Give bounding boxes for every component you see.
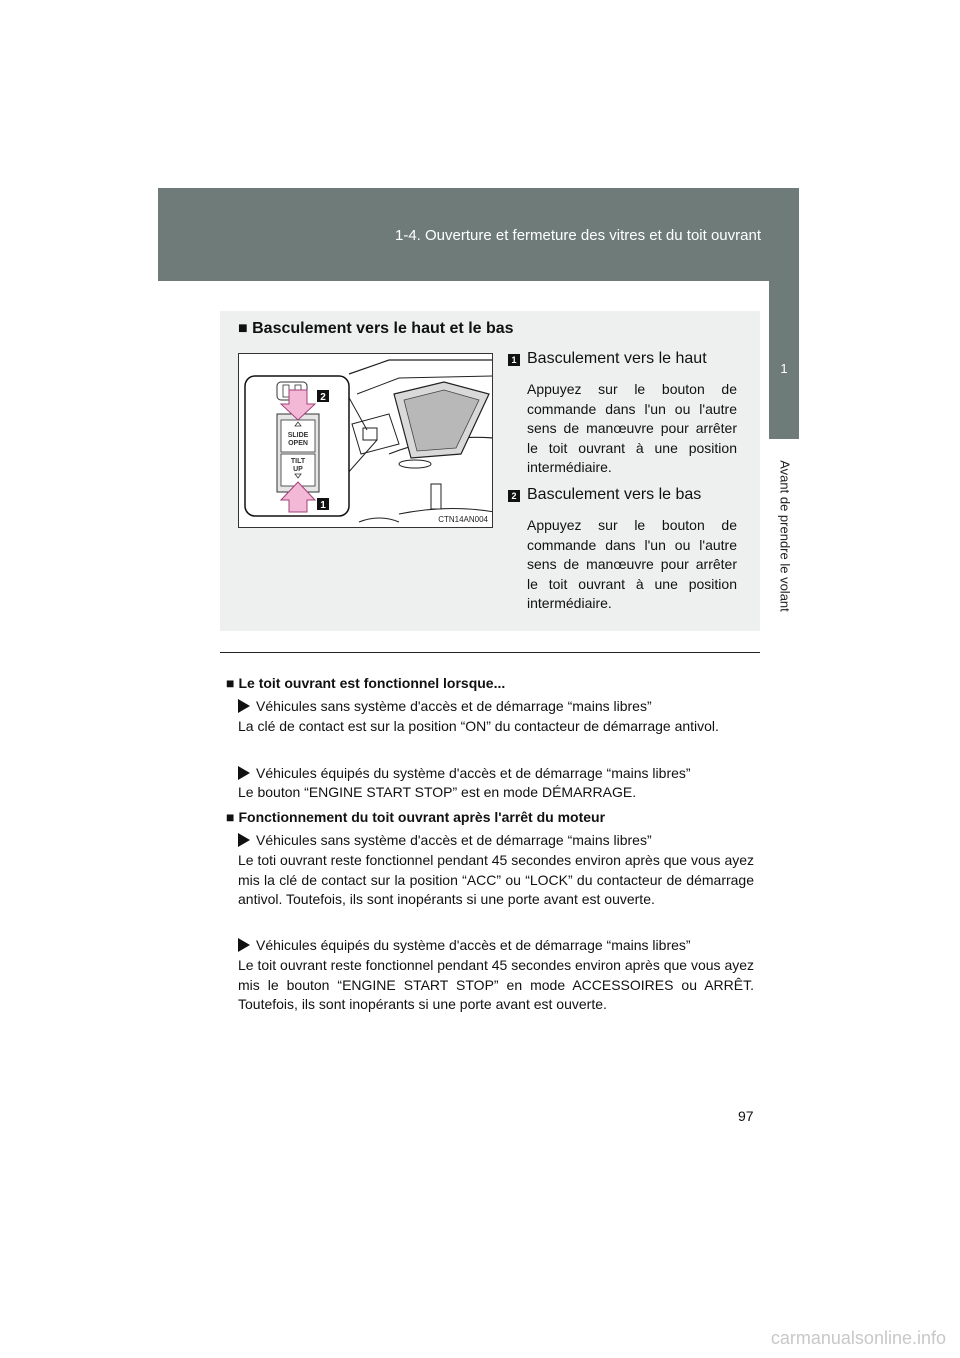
illustration-drawing (239, 354, 493, 528)
section-divider (220, 652, 760, 653)
chapter-number: 1 (780, 361, 788, 376)
section-1-heading-text: Le toit ouvrant est fonctionnel lorsque... (238, 675, 506, 691)
chapter-title: 1-4. Ouverture et fermeture des vitres et du toit ouvrant (394, 227, 761, 244)
arrow-icon (238, 833, 250, 847)
condition-text: Véhicules équipés du système d'accès et de démarrage “mains libres” (256, 937, 691, 953)
condition-text: Véhicules sans système d'accès et de démarrage “mains libres” (256, 698, 652, 714)
callout-1: 1 (320, 500, 326, 511)
chapter-tab (769, 281, 799, 439)
section-2-text-2: Le toit ouvrant reste fonctionnel pendant 45 secondes environ après que vous ayez mis le bouton “ENGINE START STOP” en mode ACCESSOIRES ou ARRÊT. Toutefois, ils sont inopérants si une porte avant est ouverte. (238, 957, 755, 1012)
heading-bullet: ■ (226, 675, 235, 691)
section-2-condition-1 (238, 832, 652, 848)
watermark: carmanualsonline.info (770, 1328, 946, 1348)
page-header (158, 188, 799, 281)
switch-label-up: UP (293, 466, 303, 473)
section-2-heading (226, 809, 605, 825)
arrow-icon (238, 766, 250, 780)
section-1-text-2: Le bouton “ENGINE START STOP” est en mode DÉMARRAGE. (238, 784, 637, 800)
chapter-side-label (778, 452, 792, 620)
step-2-title: Basculement vers le bas (527, 486, 702, 503)
section-2-heading-text: Fonctionnement du toit ouvrant après l'arrêt du moteur (238, 809, 606, 825)
page-number: 97 (738, 1108, 754, 1124)
switch-label-open: OPEN (288, 440, 308, 447)
section-1-condition-1 (238, 698, 652, 714)
section-1-condition-2 (238, 765, 691, 781)
box-heading: ■ Basculement vers le haut et le bas (238, 320, 514, 337)
arrow-icon (238, 699, 250, 713)
section-2-text-1: Le toti ouvrant reste fonctionnel pendant 45 secondes environ après que vous ayez mis la clé de contact sur la position “ACC” ou “LOCK” du contacteur de démarrage antivol. Toutefois, ils sont inopérants si une porte avant est ouverte. (238, 852, 755, 907)
step-1-title: Basculement vers le haut (527, 350, 707, 367)
chapter-side-label-text: Avant de prendre le volant (777, 460, 793, 612)
switch-label-tilt: TILT (290, 458, 306, 465)
step-2-badge: 2 (508, 490, 520, 502)
figure-code: CTN14AN004 (438, 515, 488, 524)
condition-text: Véhicules équipés du système d'accès et de démarrage “mains libres” (256, 765, 691, 781)
step-2-text: Appuyez sur le bouton de commande dans l'un ou l'autre sens de manœuvre pour arrêter le toit ouvrant à une position intermédiaire. (527, 517, 737, 611)
sunroof-switch-illustration (238, 353, 493, 528)
callout-2: 2 (320, 392, 326, 403)
section-2-condition-2 (238, 937, 691, 953)
arrow-icon (238, 938, 250, 952)
step-1-badge: 1 (508, 354, 520, 366)
heading-bullet: ■ (226, 809, 235, 825)
step-1-text: Appuyez sur le bouton de commande dans l'un ou l'autre sens de manœuvre pour arrêter le toit ouvrant à une position intermédiaire. (527, 381, 737, 475)
section-1-text-1: La clé de contact est sur la position “ON” du contacteur de démarrage antivol. (238, 718, 719, 734)
condition-text: Véhicules sans système d'accès et de démarrage “mains libres” (256, 832, 652, 848)
switch-label-slide: SLIDE (287, 432, 309, 439)
section-1-heading (226, 675, 505, 691)
